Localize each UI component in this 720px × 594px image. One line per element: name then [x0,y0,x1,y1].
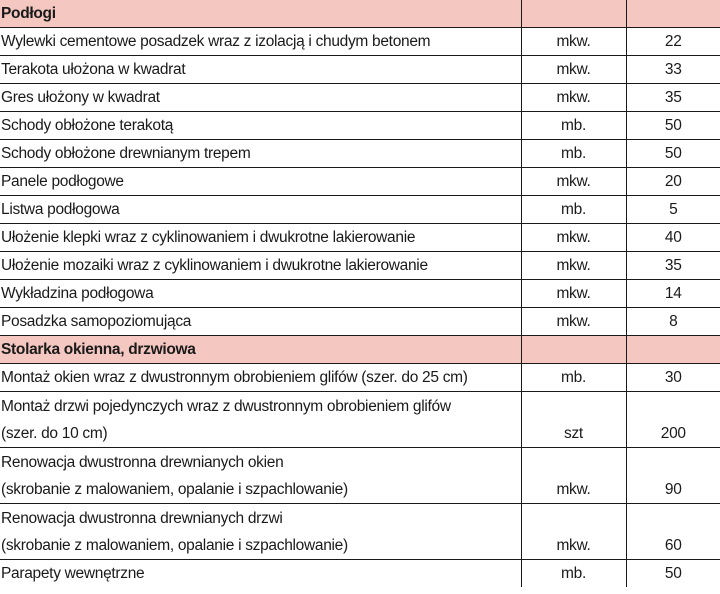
row-description: Wylewki cementowe posadzek wraz z izolacją i chudym betonem [0,28,521,56]
section-unit-empty [521,0,626,28]
row-description: Ułożenie klepki wraz z cyklinowaniem i dwukrotne lakierowanie [0,224,521,252]
table-row [0,252,720,280]
row-unit: mkw. [521,504,626,560]
row-unit: mkw. [521,252,626,280]
table-row [0,196,720,224]
row-unit: mkw. [521,280,626,308]
row-value: 30 [626,364,720,392]
row-value: 200 [626,392,720,448]
row-unit: mb. [521,112,626,140]
row-description: Parapety wewnętrzne [0,560,521,588]
row-unit: mkw. [521,84,626,112]
row-unit: mkw. [521,308,626,336]
table-row [0,308,720,336]
row-description-line: (skrobanie z malowaniem, opalanie i szpachlowanie) [1,481,348,498]
row-description: Listwa podłogowa [0,196,521,224]
row-value: 50 [626,560,720,588]
table-row [0,364,720,392]
section-value-empty [626,336,720,364]
section-header-floors [0,0,720,28]
row-value: 35 [626,252,720,280]
row-description-line: (szer. do 10 cm) [1,425,108,442]
row-unit: mkw. [521,224,626,252]
row-unit: mkw. [521,28,626,56]
row-unit: mb. [521,364,626,392]
row-description: Schody obłożone terakotą [0,112,521,140]
row-value: 40 [626,224,720,252]
section-header-joinery [0,336,720,364]
table-row [0,392,720,448]
table-row [0,280,720,308]
row-description: Wykładzina podłogowa [0,280,521,308]
table-row [0,112,720,140]
row-description-line: Renowacja dwustronna drewnianych okien [1,454,284,471]
row-value: 14 [626,280,720,308]
table-row [0,448,720,504]
row-value: 35 [626,84,720,112]
row-description: Panele podłogowe [0,168,521,196]
table-row [0,168,720,196]
row-description [0,448,521,504]
row-description-line: Renowacja dwustronna drewnianych drzwi [1,510,283,527]
row-description [0,504,521,560]
row-unit: mb. [521,560,626,588]
table-row [0,504,720,560]
section-unit-empty [521,336,626,364]
row-description: Posadzka samopoziomująca [0,308,521,336]
row-value: 5 [626,196,720,224]
row-description: Gres ułożony w kwadrat [0,84,521,112]
row-description: Ułożenie mozaiki wraz z cyklinowaniem i dwukrotne lakierowanie [0,252,521,280]
row-value: 90 [626,448,720,504]
row-unit: mkw. [521,56,626,84]
section-value-empty [626,0,720,28]
row-unit: mkw. [521,168,626,196]
row-value: 22 [626,28,720,56]
row-unit: mb. [521,196,626,224]
row-description: Montaż okien wraz z dwustronnym obrobieniem glifów (szer. do 25 cm) [0,364,521,392]
table-row [0,224,720,252]
row-value: 8 [626,308,720,336]
section-title: Stolarka okienna, drzwiowa [0,336,521,364]
row-unit: mkw. [521,448,626,504]
row-value: 20 [626,168,720,196]
table-row [0,56,720,84]
row-value: 50 [626,140,720,168]
row-unit: szt [521,392,626,448]
table-row [0,84,720,112]
row-description-line: (skrobanie z malowaniem, opalanie i szpachlowanie) [1,537,348,554]
row-description: Schody obłożone drewnianym trepem [0,140,521,168]
row-description-line: Montaż drzwi pojedynczych wraz z dwustronnym obrobieniem glifów [1,398,451,415]
section-title: Podłogi [0,0,521,28]
table-row [0,560,720,588]
table-row [0,28,720,56]
table-row [0,140,720,168]
row-value: 60 [626,504,720,560]
row-value: 33 [626,56,720,84]
row-value: 50 [626,112,720,140]
row-description: Terakota ułożona w kwadrat [0,56,521,84]
row-description [0,392,521,448]
row-unit: mb. [521,140,626,168]
